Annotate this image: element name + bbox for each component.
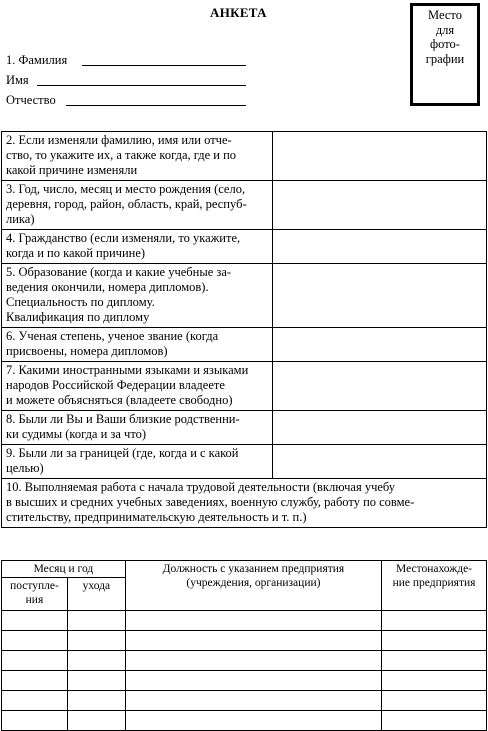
month-year-header: Месяц и год (2, 561, 126, 578)
answer-cell[interactable] (273, 445, 487, 479)
position-cell[interactable] (125, 671, 381, 691)
entry-cell[interactable] (2, 671, 68, 691)
question-row (2, 328, 487, 362)
answer-cell[interactable] (273, 264, 487, 328)
exit-cell[interactable] (67, 711, 125, 731)
answer-cell[interactable] (273, 362, 487, 411)
position-cell[interactable] (125, 691, 381, 711)
answer-cell[interactable] (273, 230, 487, 264)
entry-cell[interactable] (2, 611, 68, 631)
questionnaire-table (1, 131, 487, 528)
question-cell: 4. Гражданство (если изменяли, то укажите, когда и по какой причине) (2, 230, 273, 264)
surname-field[interactable] (82, 65, 246, 66)
name-label: Имя (6, 73, 29, 87)
question-row (2, 362, 487, 411)
exit-cell[interactable] (67, 691, 125, 711)
question-cell: 6. Ученая степень, ученое звание (когда присвоены, номера дипломов) (2, 328, 273, 362)
entry-header: поступле- ния (2, 578, 68, 611)
question-row (2, 264, 487, 328)
question-cell: 7. Какими иностранными языками и языками народов Российской Федерации владеете и можете объясняться (владеете свободно) (2, 362, 273, 411)
patronymic-label: Отчество (6, 93, 56, 107)
location-cell[interactable] (382, 631, 487, 651)
photo-label-line: для (435, 22, 455, 37)
exit-cell[interactable] (67, 651, 125, 671)
form-title: АНКЕТА (210, 5, 267, 20)
table-row (2, 631, 487, 651)
location-cell[interactable] (382, 651, 487, 671)
table-row (2, 691, 487, 711)
table-row (2, 671, 487, 691)
position-cell[interactable] (125, 631, 381, 651)
question-row (2, 445, 487, 479)
answer-cell[interactable] (273, 181, 487, 230)
entry-cell[interactable] (2, 651, 68, 671)
exit-header: ухода (67, 578, 125, 611)
question-cell: 3. Год, число, месяц и место рождения (село, деревня, город, район, область, край, респуб- лика) (2, 181, 273, 230)
patronymic-field[interactable] (66, 105, 246, 106)
answer-cell[interactable] (273, 411, 487, 445)
entry-cell[interactable] (2, 711, 68, 731)
location-cell[interactable] (382, 711, 487, 731)
work-history-table (1, 560, 487, 731)
entry-cell[interactable] (2, 631, 68, 651)
exit-cell[interactable] (67, 631, 125, 651)
question-row (2, 479, 487, 528)
photo-placeholder[interactable] (410, 3, 480, 106)
location-header: Местонахожде- ние предприятия (382, 561, 487, 611)
question-cell: 5. Образование (когда и какие учебные за- ведения окончили, номера дипломов). Специальность по диплому. Квалификация по диплому (2, 264, 273, 328)
answer-cell[interactable] (273, 328, 487, 362)
question-cell: 9. Были ли за границей (где, когда и с какой целью) (2, 445, 273, 479)
photo-label-line: графии (425, 51, 465, 66)
answer-cell[interactable] (273, 132, 487, 181)
work-history-heading: 10. Выполняемая работа с начала трудовой деятельности (включая учебу в высших и средних учебных заведениях, военную службу, работу по совме- стительству, предпринимательскую деятельность и т. п.) (2, 479, 487, 528)
location-cell[interactable] (382, 611, 487, 631)
question-row (2, 132, 487, 181)
position-header: Должность с указанием предприятия (учреждения, организации) (125, 561, 381, 611)
table-row (2, 611, 487, 631)
table-row (2, 711, 487, 731)
question-row (2, 181, 487, 230)
exit-cell[interactable] (67, 611, 125, 631)
table-row (2, 651, 487, 671)
location-cell[interactable] (382, 671, 487, 691)
photo-label-line: фото- (430, 37, 460, 51)
position-cell[interactable] (125, 651, 381, 671)
position-cell[interactable] (125, 611, 381, 631)
location-cell[interactable] (382, 691, 487, 711)
question-row (2, 411, 487, 445)
question-cell: 8. Были ли Вы и Ваши близкие родственни- ки судимы (когда и за что) (2, 411, 273, 445)
surname-label: 1. Фамилия (6, 53, 68, 67)
question-cell: 2. Если изменяли фамилию, имя или отче- ство, то укажите их, а также когда, где и по какой причине изменяли (2, 132, 273, 181)
photo-label-line: Место (428, 8, 462, 22)
entry-cell[interactable] (2, 691, 68, 711)
name-field[interactable] (37, 85, 246, 86)
question-row (2, 230, 487, 264)
position-cell[interactable] (125, 711, 381, 731)
exit-cell[interactable] (67, 671, 125, 691)
